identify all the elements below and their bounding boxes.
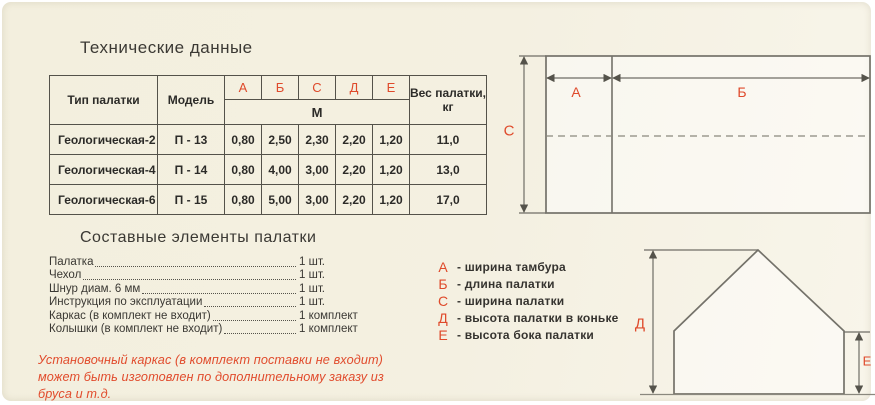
dim-label-e: Е — [862, 353, 872, 369]
col-header-type: Тип палатки — [50, 76, 158, 125]
legend-letter: С — [437, 292, 449, 309]
components-list — [49, 255, 397, 336]
col-header-unit: М — [225, 100, 410, 125]
dim-label-b: Б — [737, 84, 747, 100]
dim-label-c: С — [503, 122, 515, 140]
col-header-dim-b: Б — [262, 76, 299, 100]
item-name: Колышки (в комплект не входит) — [49, 323, 223, 335]
dim-label-d: Д — [634, 315, 646, 333]
list-item — [49, 323, 397, 337]
col-header-model: Модель — [158, 76, 225, 125]
item-name: Каркас (в комплект не входит) — [49, 309, 211, 322]
cell-dim-a: 0,80 — [225, 155, 262, 185]
item-name: Палатка — [49, 255, 94, 268]
legend-item — [435, 258, 619, 275]
cell-dim-c: 3,00 — [299, 185, 336, 215]
tent-plan-diagram — [497, 42, 875, 227]
dim-label-a: А — [571, 84, 581, 100]
dot-leader — [204, 306, 296, 307]
cell-dim-d: 2,20 — [336, 125, 373, 155]
dimension-legend — [435, 258, 619, 343]
list-item — [49, 282, 397, 296]
item-qty: 1 шт. — [299, 296, 326, 308]
dot-leader — [95, 266, 296, 267]
item-qty: 1 шт. — [299, 282, 326, 295]
dot-leader — [213, 320, 296, 321]
cell-dim-a: 0,80 — [225, 185, 262, 215]
col-header-dim-d: Д — [336, 76, 373, 100]
cell-dim-a: 0,80 — [225, 125, 262, 155]
cell-dim-c: 3,00 — [299, 155, 336, 185]
legend-item — [435, 309, 619, 326]
legend-item — [435, 292, 619, 309]
cell-model: П - 13 — [158, 125, 225, 155]
tent-outline-rect — [546, 56, 870, 213]
table-row — [50, 155, 487, 185]
cell-dim-e: 1,20 — [373, 155, 410, 185]
profile-diagram-svg — [632, 237, 875, 402]
legend-desc: - длина палатки — [457, 276, 555, 291]
item-qty: 1 шт. — [299, 269, 326, 281]
list-item — [49, 309, 397, 323]
legend-desc: - высота палатки в коньке — [457, 310, 619, 325]
spec-table — [49, 75, 487, 215]
item-name: Инструкция по эксплуатации — [49, 296, 203, 308]
cell-type: Геологическая-2 — [50, 125, 158, 155]
dot-leader — [83, 279, 296, 280]
col-header-dim-c: С — [299, 76, 336, 100]
cell-weight: 13,0 — [410, 155, 487, 185]
legend-letter: А — [438, 258, 448, 275]
col-header-weight: Вес палатки, кг — [410, 76, 487, 125]
cell-type: Геологическая-6 — [50, 185, 158, 215]
dot-leader — [142, 293, 296, 294]
plan-diagram-svg — [497, 42, 875, 227]
item-qty: 1 шт. — [299, 255, 326, 268]
dot-leader — [224, 333, 296, 334]
legend-letter: Е — [438, 326, 448, 343]
technical-data-title: Технические данные — [80, 38, 253, 57]
item-qty: 1 комплект — [299, 309, 358, 322]
cell-type: Геологическая-4 — [50, 155, 158, 185]
legend-letter: Б — [438, 275, 448, 292]
cell-weight: 17,0 — [410, 185, 487, 215]
cell-dim-b: 2,50 — [262, 125, 299, 155]
col-header-dim-e: Е — [373, 76, 410, 100]
legend-item — [435, 326, 619, 343]
col-header-dim-a: А — [225, 76, 262, 100]
header-row-1 — [50, 76, 487, 100]
order-note: Установочный каркас (в комплект поставки не входит) может быть изготовлен по дополнительному заказу из бруса и т.д. — [38, 353, 384, 401]
cell-dim-c: 2,30 — [299, 125, 336, 155]
cell-dim-e: 1,20 — [373, 125, 410, 155]
legend-desc: - ширина палатки — [457, 293, 565, 308]
cell-model: П - 15 — [158, 185, 225, 215]
cell-dim-d: 2,20 — [336, 185, 373, 215]
item-qty: 1 комплект — [299, 323, 358, 335]
cell-dim-b: 4,00 — [262, 155, 299, 185]
item-name: Шнур диам. 6 мм — [49, 282, 141, 295]
tent-profile-outline — [674, 250, 844, 394]
list-item — [49, 269, 397, 283]
list-item — [49, 255, 397, 269]
list-item — [49, 296, 397, 310]
legend-letter: Д — [438, 309, 448, 326]
components-title: Составные элементы палатки — [80, 229, 317, 246]
tent-profile-diagram — [632, 237, 875, 402]
scanned-brochure-page — [2, 2, 871, 401]
cell-model: П - 14 — [158, 155, 225, 185]
cell-dim-e: 1,20 — [373, 185, 410, 215]
legend-item — [435, 275, 619, 292]
cell-weight: 11,0 — [410, 125, 487, 155]
legend-desc: - ширина тамбура — [457, 259, 566, 274]
cell-dim-d: 2,20 — [336, 155, 373, 185]
table-row — [50, 185, 487, 215]
table-row — [50, 125, 487, 155]
item-name: Чехол — [49, 269, 82, 281]
cell-dim-b: 5,00 — [262, 185, 299, 215]
legend-desc: - высота бока палатки — [457, 327, 594, 342]
